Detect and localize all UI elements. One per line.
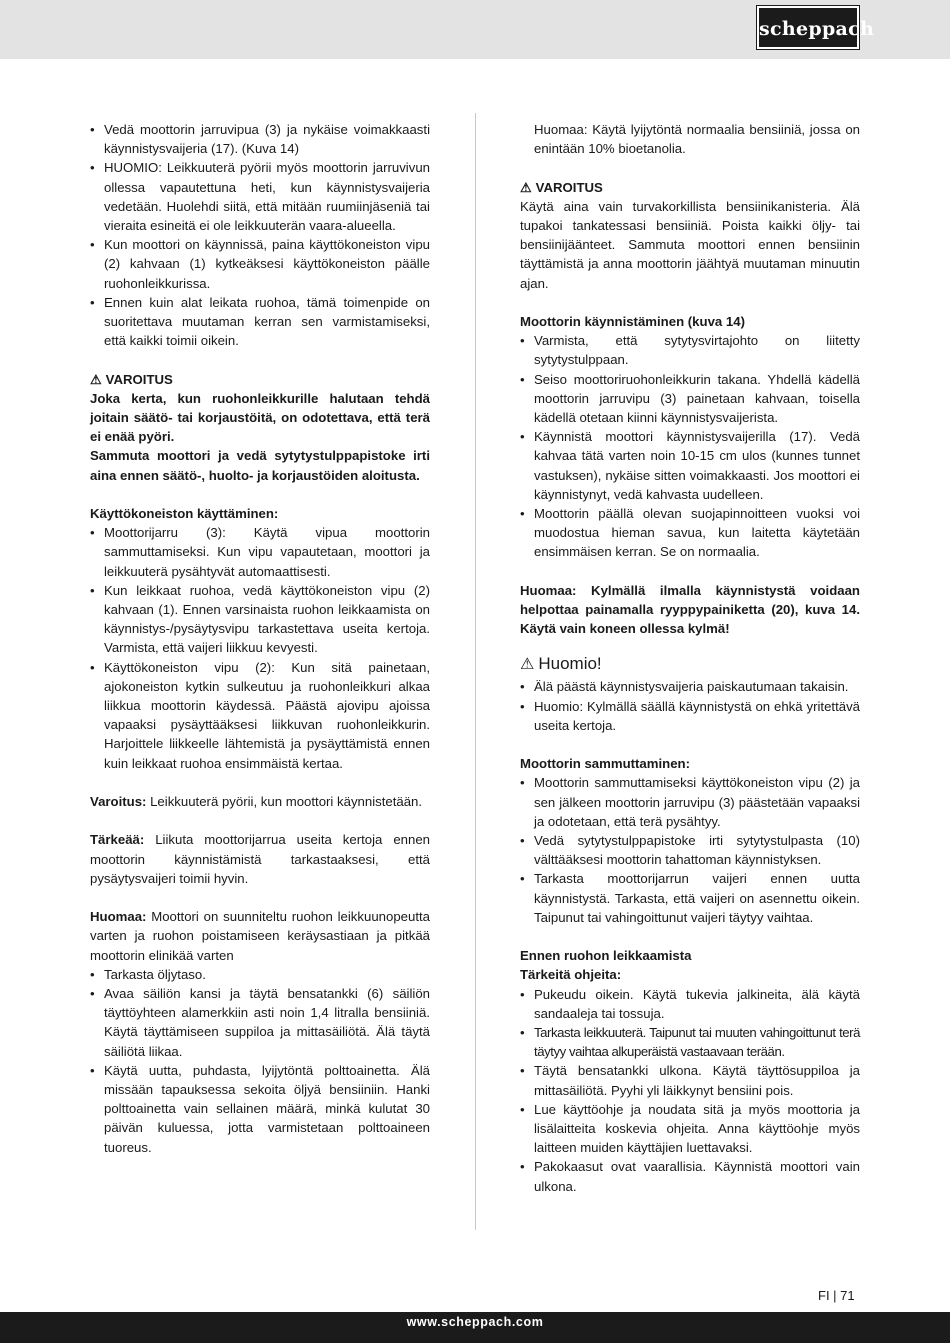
list-item: • Varmista, että sytytysvirtajohto on liitetty sytytystulppaan.	[520, 331, 860, 369]
warning-text: Käytä aina vain turvakorkillista bensiinikanisteria. Älä tupakoi tankatessasi bensiiniä. Poista kaikki öljy- tai bensiinijäänteet. Sammuta moottori ennen bensiinin täyttämistä ja anna moottorin jäähtyä muutaman minuutin ajan.	[520, 198, 860, 291]
warning-text: Sammuta moottori ja vedä sytytystulppapistoke irti aina ennen säätö-, huolto- ja korjaustöiden aloitusta.	[90, 448, 430, 483]
column-divider	[475, 113, 476, 1230]
section-subheading: Tärkeitä ohjeita:	[520, 967, 622, 983]
right-column	[520, 120, 860, 1196]
list-item: • Pukeudu oikein. Käytä tukevia jalkineita, älä käytä sandaaleja tai tossuja.	[520, 985, 860, 1023]
list-item: • Täytä bensatankki ulkona. Käytä täyttösuppiloa ja mittasäiliötä. Pyyhi yli läikkynyt bensiini pois.	[520, 1061, 860, 1099]
list-item: • Käynnistä moottori käynnistysvaijerilla (17). Vedä kahvaa tätä varten noin 10-15 cm ulos (kunnes tunnet vastuksen), nykäise sitten voimakkaasti. Jos moottori ei käynnistynyt, vedä kahvasta uudelleen.	[520, 427, 860, 504]
stop-list	[520, 773, 860, 927]
section-heading: Moottorin sammuttaminen:	[520, 756, 690, 772]
huomaa-paragraph: Huomaa: Moottori on suunniteltu ruohon leikkuunopeutta varten ja ruohon poistamiseen keräysastiaan ja pitkää moottorin elinikää varten	[90, 909, 430, 963]
warning-text: Joka kerta, kun ruohonleikkurille halutaan tehdä joitain säätö- tai korjaustöitä, on odotettava, että terä ei enää pyöri.	[90, 390, 430, 445]
list-item: • Seiso moottoriruohonleikkurin takana. Yhdellä kädellä moottorin jarruvipu (3) painetaan kahvaan, toisella kädellä otetaan kiinni käynnistysvaijerista.	[520, 370, 860, 428]
before-list	[520, 985, 860, 1196]
fuel-note: Huomaa: Käytä lyijytöntä normaalia bensiiniä, jossa on enintään 10% bioetanolia.	[534, 122, 860, 157]
list-item: • Moottorin sammuttamiseksi käyttökoneiston vipu (2) ja sen jälkeen moottorin jarruvipu (3) päästetään vapaaksi ja odotetaan, että terä pysähtyy.	[520, 773, 860, 831]
start-list	[520, 331, 860, 561]
list-item: • Vedä sytytystulppapistoke irti sytytystulpasta (10) välttääksesi moottorin tahattoman käynnistyksen.	[520, 831, 860, 869]
warning-heading: ⚠ VAROITUS	[520, 178, 860, 197]
list-item: • Moottorin päällä olevan suojapinnoitteen vuoksi voi muodostua hieman savua, kun laitetta käytetään ensimmäisen kerran. Se on normaalia.	[520, 504, 860, 562]
footer-url: www.scheppach.com	[406, 1315, 544, 1329]
section-heading: Ennen ruohon leikkaamista	[520, 948, 692, 964]
huomio-heading: ⚠ Huomio!	[520, 652, 860, 677]
list-item: • Huomio: Kylmällä säällä käynnistystä on ehkä yritettävä useita kertoja.	[520, 697, 860, 735]
section-heading: Moottorin käynnistäminen (kuva 14)	[520, 314, 745, 329]
list-item: • Käyttökoneiston vipu (2): Kun sitä painetaan, ajokoneiston kytkin sulkeutuu ja ruohonleikkuri alkaa liikkua moottorin käydessä. Päästä ajovipu ajoissa vapaaksi pysäyttääksesi liikkuvan ruohonleikkurin. Harjoittele liikkeelle lähtemistä ja pysäyttämistä ennen kuin leikkaat ruohoa ensimmäistä kertaa.	[90, 658, 430, 773]
list-item: • Tarkasta öljytaso.	[90, 965, 430, 984]
list-item: • Avaa säiliön kansi ja täytä bensatankki (6) säiliön täyttöyhteen alamerkkiin asti noin 1,4 litralla bensiiniä. Käytä täyttämiseen suppiloa ja mittasäiliötä. Älä täytä säiliötä liikaa.	[90, 984, 430, 1061]
section-heading: Käyttökoneiston käyttäminen:	[90, 506, 279, 522]
list-item: • Moottorijarru (3): Käytä vipua moottorin sammuttamiseksi. Kun vipu vapautetaan, moottori ja leikkuuterä pysähtyvät automaattisesti.	[90, 523, 430, 581]
list-item: • Tarkasta moottorijarrun vaijeri ennen uutta käynnistystä. Tarkasta, että vaijeri on asennettu oikein. Taipunut tai vahingoittunut vaijeri täytyy vaihtaa.	[520, 869, 860, 927]
huomio-list	[520, 677, 860, 735]
list-item: • Lue käyttöohje ja noudata sitä ja myös moottoria ja lisälaitteita koskevia ohjeita. Anna käyttöohje myös laitteen muiden käyttäjien luettavaksi.	[520, 1100, 860, 1158]
drive-list	[90, 523, 430, 773]
left-column	[90, 120, 430, 1157]
list-item: • Ennen kuin alat leikata ruohoa, tämä toimenpide on suoritettava muutaman kerran sen varmistamiseksi, että kaikki toimii oikein.	[90, 293, 430, 351]
cold-start-note: Huomaa: Kylmällä ilmalla käynnistystä voidaan helpottaa painamalla ryyppypainiketta (20), kuva 14. Käytä vain koneen ollessa kylmä!	[520, 582, 860, 637]
list-item: • Vedä moottorin jarruvipua (3) ja nykäise voimakkaasti käynnistysvaijeria (17). (Kuva 14)	[90, 120, 430, 158]
list-item: • HUOMIO: Leikkuuterä pyörii myös moottorin jarruvivun ollessa vapautettuna heti, kun käynnistysvaijeria vedetään. Huolehdi siitä, että mitään ruumiinjäseniä tai vieraita esineitä ei ole leikkuuterän vaara-alueella.	[90, 158, 430, 235]
tarkeaa-paragraph: Tärkeää: Liikuta moottorijarrua useita kertoja ennen moottorin käynnistämistä tarkastaaksesi, että pysäytysvaijeri toimii hyvin.	[90, 832, 430, 886]
list-item: • Käytä uutta, puhdasta, lyijytöntä polttoainetta. Älä missään tapauksessa sekoita öljyä bensiiniin. Hanki polttoainetta vain sellainen määrä, minkä kulutat 30 päivän kuluessa, jotta varmistetaan polttoaineen tuoreus.	[90, 1061, 430, 1157]
list-item: • Älä päästä käynnistysvaijeria paiskautumaan takaisin.	[520, 677, 860, 696]
warning-triangle-icon: ⚠	[520, 656, 535, 674]
brand-logo: scheppach	[757, 6, 859, 49]
warning-triangle-icon: ⚠	[520, 179, 532, 195]
varoitus-paragraph: Varoitus: Leikkuuterä pyörii, kun moottori käynnistetään.	[90, 794, 423, 810]
start-steps-list	[90, 120, 430, 350]
list-item: • Kun moottori on käynnissä, paina käyttökoneiston vipu (2) kahvaan (1) kytkeäksesi käyttökoneiston päälle ruohonleikkurissa.	[90, 235, 430, 293]
fuel-list	[90, 965, 430, 1157]
warning-heading: ⚠ VAROITUS	[90, 370, 430, 389]
warning-triangle-icon: ⚠	[90, 371, 102, 387]
page-number: FI | 71	[818, 1288, 855, 1303]
list-item: • Kun leikkaat ruohoa, vedä käyttökoneiston vipu (2) kahvaan (1). Ennen varsinaista ruohon leikkaamista on käynnistys-/pysäytysvipu tarkastettava useita kertoja. Varmista, että vaijeri liikkuu kevyesti.	[90, 581, 430, 658]
list-item: • Tarkasta leikkuuterä. Taipunut tai muuten vahingoittunut terä täytyy vaihtaa alkuperäistä vastaavaan terään.	[520, 1023, 860, 1061]
list-item: • Pakokaasut ovat vaarallisia. Käynnistä moottori vain ulkona.	[520, 1157, 860, 1195]
